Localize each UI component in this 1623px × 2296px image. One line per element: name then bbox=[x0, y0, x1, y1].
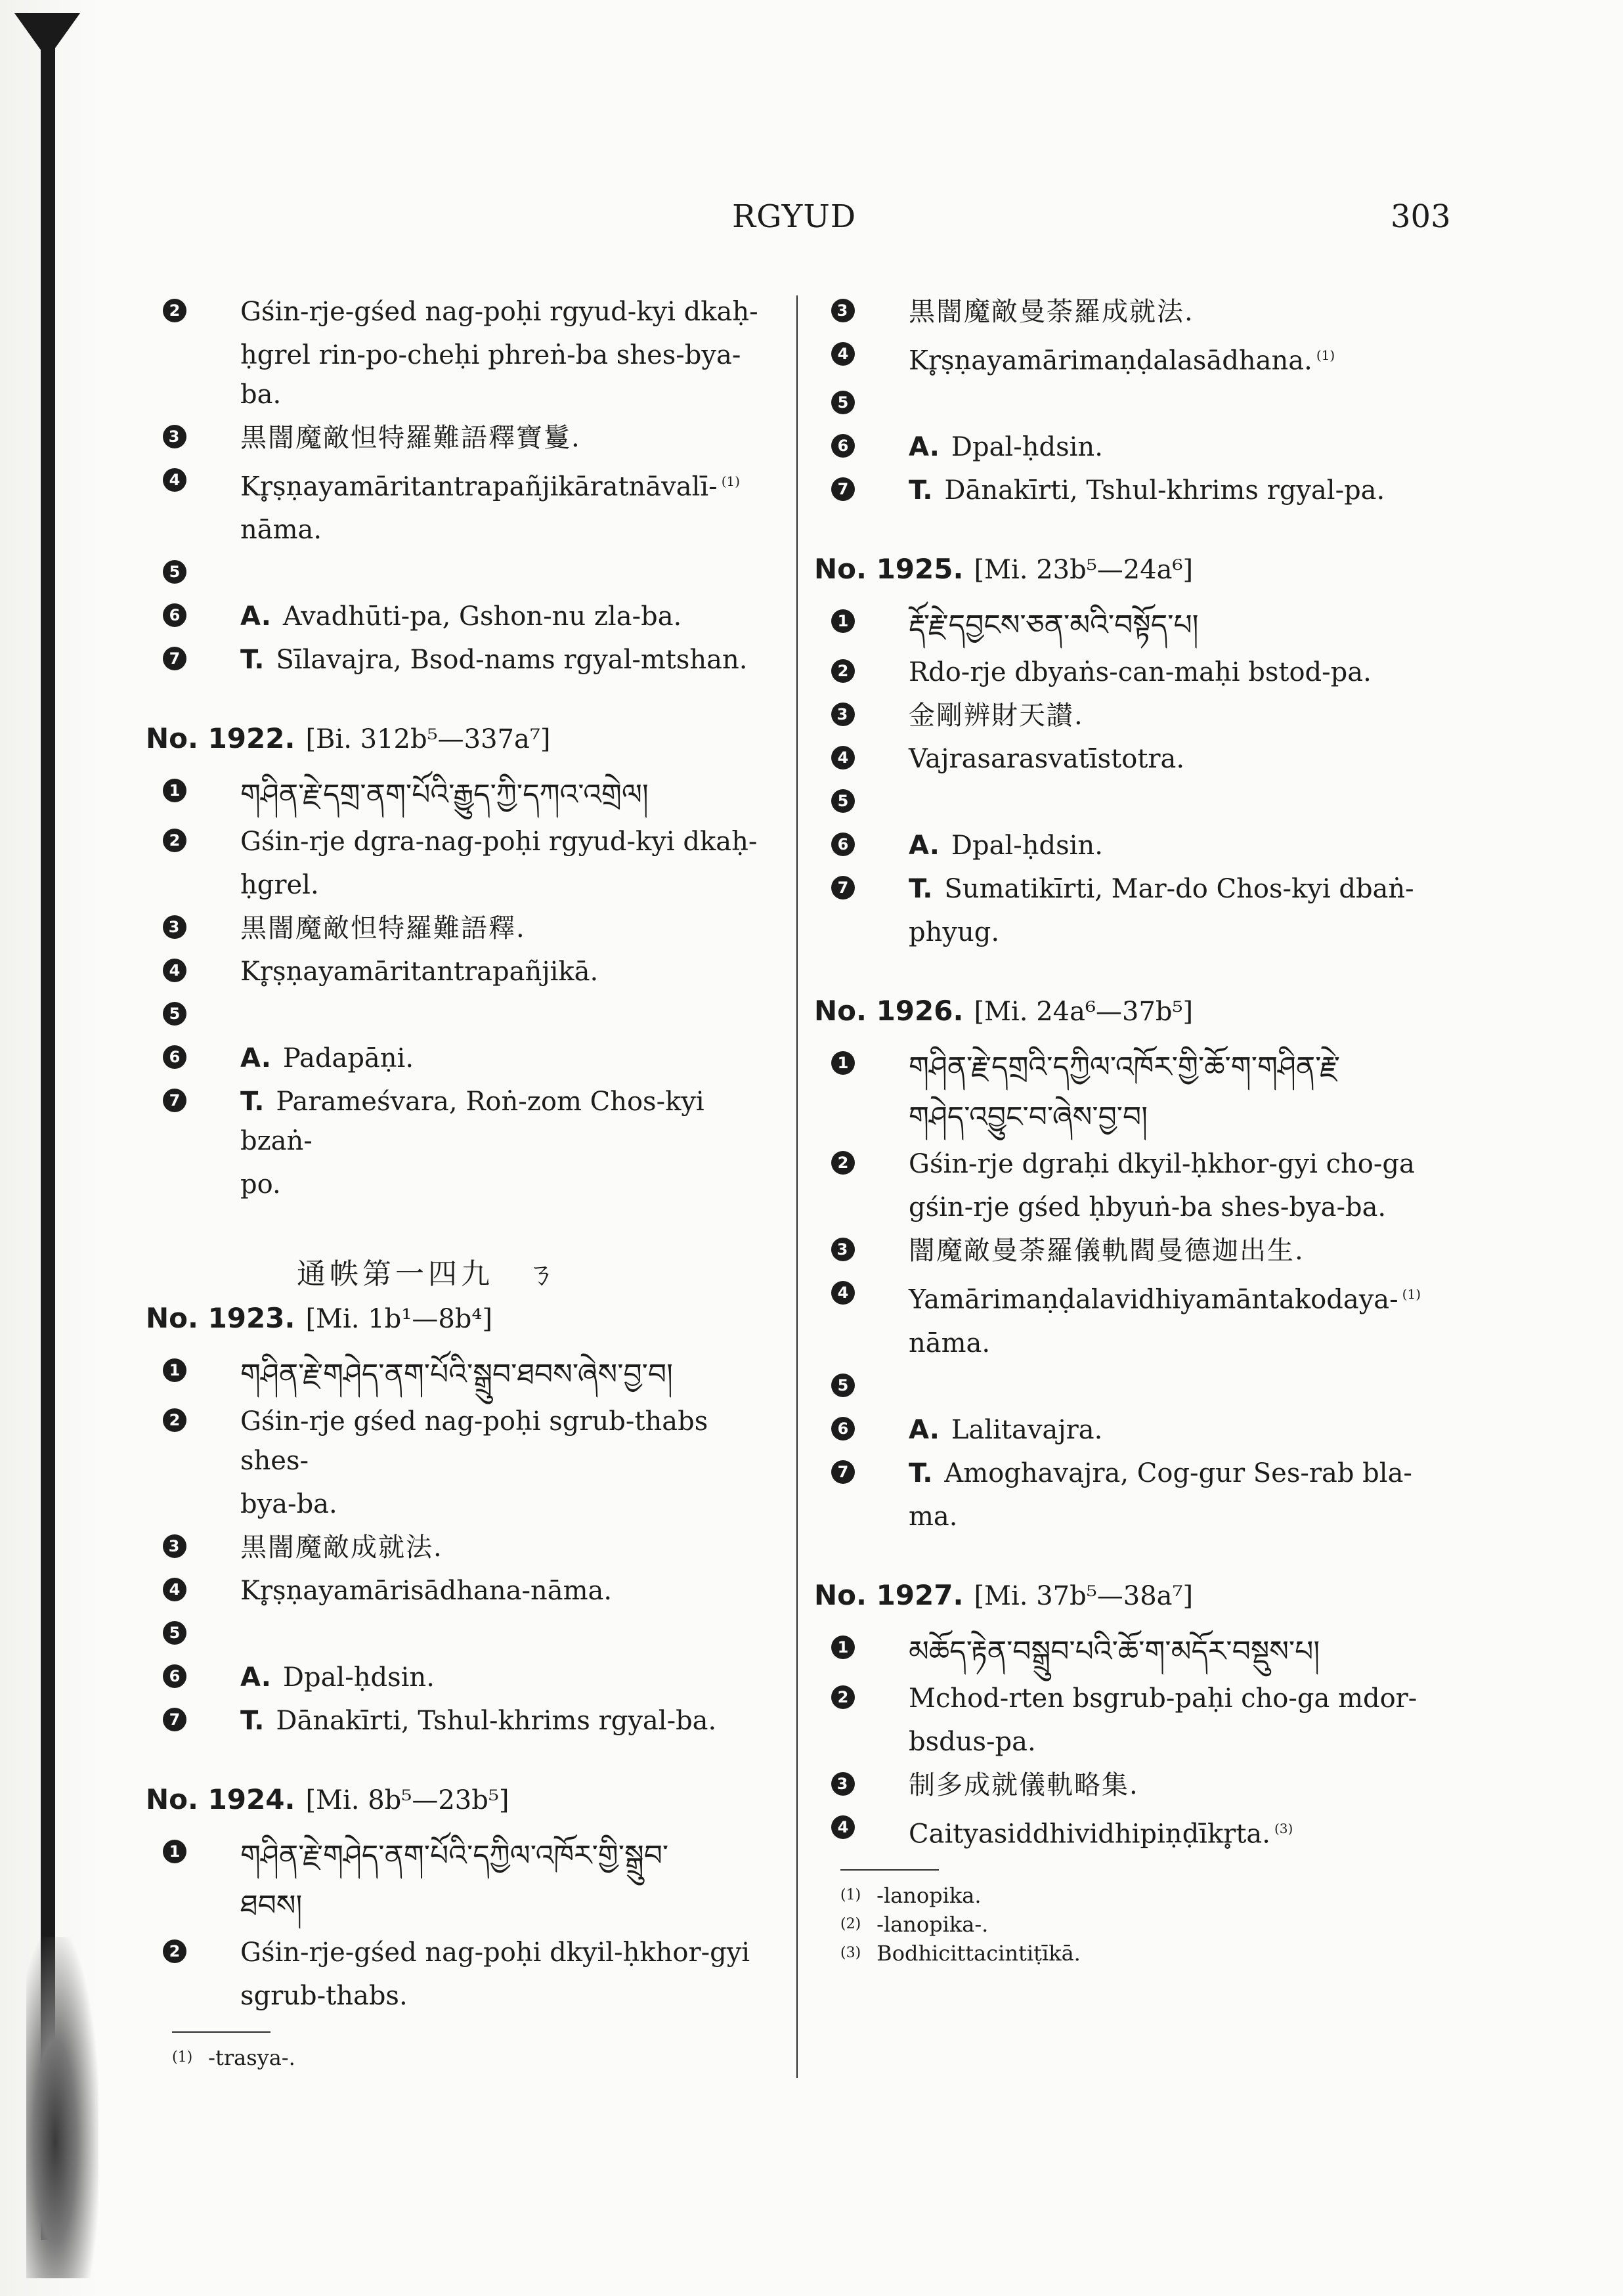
entry-line: 1 གཤིན་རྗེ་གཤེད་ནག་པོའི་དཀྱིལ་འཁོར་གྱི་སྒྲུབ་ bbox=[146, 1833, 779, 1879]
footnote: $^{(1)}$ -lanopika. bbox=[840, 1882, 982, 1908]
marker-5-icon: 5 bbox=[163, 1002, 186, 1026]
entry-line: 6 A. Padapāṇi. bbox=[146, 1039, 779, 1078]
entry-line: 7 T. Parameśvara, Roṅ-zom Chos-kyi bzaṅ- bbox=[146, 1082, 779, 1161]
entry-1924 bbox=[146, 1780, 779, 2016]
entry-heading: No. 1927. [Mi. 37b⁵—38a⁷] bbox=[814, 1578, 1194, 1611]
entry-heading: No. 1923. [Mi. 1b¹—8b⁴] bbox=[146, 1302, 493, 1335]
marker-1-icon: 1 bbox=[163, 1358, 186, 1382]
marker-2-icon: 2 bbox=[163, 1408, 186, 1432]
entry-line: gśin-rje gśed ḥbyuṅ-ba shes-bya-ba. bbox=[909, 1192, 1387, 1223]
entry-line: 4 Kr̥ṣṇayamārimaṇḍalasādhana. $^{(1)}$ bbox=[814, 336, 1471, 380]
right-column bbox=[814, 292, 1471, 1968]
entry-line: 4 Caityasiddhividhipiṇḍīkr̥ta. $^{(3)}$ bbox=[814, 1809, 1471, 1853]
entry-continued bbox=[146, 292, 779, 680]
entry-line: nāma. bbox=[909, 1328, 991, 1358]
marker-1-icon: 1 bbox=[163, 1840, 186, 1863]
entry-line: ḥgrel. bbox=[240, 870, 319, 901]
entry-heading: No. 1925. [Mi. 23b⁵—24a⁶] bbox=[814, 553, 1194, 586]
entry-line: 4 Yamārimaṇḍalavidhiyamāntakodaya- $^{(1)}$ bbox=[814, 1274, 1471, 1319]
entry-line: 6 A. Lalitavajra. bbox=[814, 1410, 1471, 1450]
entry-heading: No. 1926. [Mi. 24a⁶—37b⁵] bbox=[814, 995, 1194, 1028]
marker-1-icon: 1 bbox=[831, 1051, 855, 1075]
entry-line: 7 T. Dānakīrti, Tshul-khrims rgyal-ba. bbox=[146, 1701, 779, 1741]
marker-2-icon: 2 bbox=[831, 659, 855, 683]
marker-3-icon: 3 bbox=[163, 425, 186, 448]
marker-6-icon: 6 bbox=[163, 1045, 186, 1069]
entry-line: 6 A. Dpal-ḥdsin. bbox=[814, 427, 1471, 467]
entry-line: 4 Vajrasarasvatīstotra. bbox=[814, 739, 1471, 779]
entry-heading: No. 1922. [Bi. 312b⁵—337a⁷] bbox=[146, 722, 551, 755]
entry-line: 1 རྡོ་རྗེ་དབྱངས་ཅན་མའི་བསྟོད་པ། bbox=[814, 603, 1471, 649]
marker-2-icon: 2 bbox=[831, 1151, 855, 1175]
binding-bar bbox=[41, 21, 55, 2240]
marker-5-icon: 5 bbox=[163, 1621, 186, 1645]
marker-4-icon: 4 bbox=[831, 746, 855, 769]
marker-4-icon: 4 bbox=[163, 959, 186, 982]
marker-2-icon: 2 bbox=[163, 299, 186, 322]
entry-line: 2 Gśin-rje-gśed nag-poḥi rgyud-kyi dkaḥ- bbox=[146, 292, 779, 332]
entry-line: 4 Kr̥ṣṇayamāritantrapañjikā. bbox=[146, 952, 779, 991]
entry-line: 7 T. Sumatikīrti, Mar-do Chos-kyi dbaṅ- bbox=[814, 869, 1471, 909]
marker-6-icon: 6 bbox=[163, 603, 186, 627]
entry-line: 4 Kr̥ṣṇayamārisādhana-nāma. bbox=[146, 1571, 779, 1611]
footnote: $^{(2)}$ -lanopika-. bbox=[840, 1911, 989, 1937]
marker-6-icon: 6 bbox=[831, 833, 855, 856]
entry-1923 bbox=[146, 1299, 779, 1741]
marker-6-icon: 6 bbox=[831, 1417, 855, 1440]
marker-4-icon: 4 bbox=[831, 1281, 855, 1305]
entry-line: 2 Mchod-rten bsgrub-paḥi cho-ga mdor- bbox=[814, 1679, 1471, 1718]
entry-line: 1 གཤིན་རྗེ་དགྲ་ནག་པོའི་རྒྱུད་ཀྱི་དཀའ་འགྲེལ། bbox=[146, 772, 779, 818]
entry-line: sgrub-thabs. bbox=[240, 1981, 408, 2012]
footnote: $^{(1)}$ -trasya-. bbox=[172, 2045, 295, 2071]
entry-line: 6 A. Dpal-ḥdsin. bbox=[814, 826, 1471, 865]
marker-7-icon: 7 bbox=[831, 477, 855, 501]
marker-7-icon: 7 bbox=[831, 1460, 855, 1484]
note-ref: (1) bbox=[1316, 347, 1335, 363]
marker-3-icon: 3 bbox=[831, 703, 855, 726]
entry-line: 6 A. Dpal-ḥdsin. bbox=[146, 1658, 779, 1697]
note-ref: (3) bbox=[1274, 1820, 1293, 1836]
entry-line: 3 黒闇魔敵成就法. bbox=[146, 1528, 779, 1567]
marker-6-icon: 6 bbox=[163, 1664, 186, 1688]
marker-6-icon: 6 bbox=[831, 434, 855, 458]
marker-2-icon: 2 bbox=[163, 829, 186, 852]
entry-line: 4 Kr̥ṣṇayamāritantrapañjikāratnāvalī- $^{(1)}$ bbox=[146, 462, 779, 506]
note-ref: (1) bbox=[1402, 1286, 1421, 1303]
entry-1922 bbox=[146, 719, 779, 1204]
entry-line: 6 A. Avadhūti-pa, Gshon-nu zla-ba. bbox=[146, 597, 779, 636]
marker-1-icon: 1 bbox=[831, 609, 855, 633]
column-divider bbox=[796, 295, 798, 2078]
marker-7-icon: 7 bbox=[831, 876, 855, 899]
marker-2-icon: 2 bbox=[163, 1939, 186, 1963]
marker-3-icon: 3 bbox=[831, 1772, 855, 1796]
entry-line bbox=[146, 995, 779, 1035]
entry-line: 1 མཆོད་རྟེན་བསྒྲུབ་པའི་ཆོ་ག་མདོར་བསྡུས་པ། bbox=[814, 1629, 1471, 1675]
entry-line: 3 闇魔敵曼荼羅儀軌閻曼德迦出生. bbox=[814, 1231, 1471, 1270]
entry-line: 3 制多成就儀軌略集. bbox=[814, 1765, 1471, 1805]
marker-3-icon: 3 bbox=[163, 915, 186, 939]
footnote: $^{(3)}$ Bodhicittacintiṭīkā. bbox=[840, 1940, 1081, 1966]
entry-line bbox=[814, 384, 1471, 423]
entry-line: 7 T. Amoghavajra, Cog-gur Ses-rab bla- bbox=[814, 1454, 1471, 1493]
entry-1925 bbox=[814, 550, 1471, 952]
marker-3-icon: 3 bbox=[831, 299, 855, 322]
marker-2-icon: 2 bbox=[831, 1685, 855, 1709]
entry-line: phyug. bbox=[909, 917, 1000, 948]
note-ref: (1) bbox=[721, 473, 741, 489]
page-number: 303 bbox=[1391, 198, 1451, 235]
marker-5-icon: 5 bbox=[831, 1374, 855, 1397]
entry-line bbox=[814, 1367, 1471, 1406]
running-header: RGYUD bbox=[732, 198, 857, 235]
marker-1-icon: 1 bbox=[831, 1635, 855, 1659]
entry-heading: No. 1924. [Mi. 8b⁵—23b⁵] bbox=[146, 1783, 509, 1816]
entry-line: 1 གཤིན་རྗེ་དགྲའི་དཀྱིལ་འཁོར་གྱི་ཆོ་ག་གཤིན་རྗེ་ bbox=[814, 1045, 1471, 1091]
entry-line: གཤེད་འབྱུང་བ་ཞེས་བྱ་བ། bbox=[909, 1100, 1148, 1135]
entry-line: ཐབས། bbox=[240, 1889, 303, 1923]
marker-4-icon: 4 bbox=[831, 1815, 855, 1839]
entry-line: 2 Gśin-rje dgra-nag-poḥi rgyud-kyi dkaḥ- bbox=[146, 822, 779, 861]
marker-5-icon: 5 bbox=[831, 391, 855, 414]
footnote-rule bbox=[172, 2031, 270, 2033]
entry-1927 bbox=[814, 1576, 1471, 1853]
left-column bbox=[146, 292, 779, 2072]
scan-smudge bbox=[26, 1937, 98, 2278]
marker-5-icon: 5 bbox=[831, 789, 855, 813]
marker-5-icon: 5 bbox=[163, 560, 186, 584]
footnote-rule bbox=[840, 1869, 939, 1871]
marker-4-icon: 4 bbox=[163, 1578, 186, 1601]
entry-line: 3 黒闇魔敵怛特羅難語釋寶鬘. bbox=[146, 418, 779, 458]
marker-3-icon: 3 bbox=[163, 1534, 186, 1558]
entry-line: 2 Gśin-rje gśed nag-poḥi sgrub-thabs shes- bbox=[146, 1402, 779, 1481]
section-title: 通帙第一四九 ㄋ bbox=[297, 1257, 559, 1291]
entry-line: 2 Rdo-rje dbyaṅs-can-maḥi bstod-pa. bbox=[814, 653, 1471, 692]
entry-line: bsdus-pa. bbox=[909, 1726, 1036, 1757]
marker-7-icon: 7 bbox=[163, 647, 186, 670]
entry-1926 bbox=[814, 991, 1471, 1536]
entry-line: bya-ba. bbox=[240, 1489, 337, 1520]
entry-line: 7 T. Dānakīrti, Tshul-khrims rgyal-pa. bbox=[814, 471, 1471, 510]
entry-line: 2 Gśin-rje-gśed nag-poḥi dkyil-ḥkhor-gyi bbox=[146, 1933, 779, 1972]
marker-4-icon: 4 bbox=[831, 342, 855, 366]
entry-line: 2 Gśin-rje dgraḥi dkyil-ḥkhor-gyi cho-ga bbox=[814, 1144, 1471, 1184]
entry-line: 7 T. Sīlavajra, Bsod-nams rgyal-mtshan. bbox=[146, 640, 779, 680]
marker-7-icon: 7 bbox=[163, 1708, 186, 1731]
entry-line: ḥgrel rin-po-cheḥi phreṅ-ba shes-bya-ba. bbox=[240, 340, 741, 410]
marker-7-icon: 7 bbox=[163, 1089, 186, 1112]
entry-line: nāma. bbox=[240, 515, 322, 546]
marker-1-icon: 1 bbox=[163, 779, 186, 802]
entry-line bbox=[146, 1614, 779, 1654]
marker-3-icon: 3 bbox=[831, 1238, 855, 1261]
entry-line bbox=[146, 553, 779, 593]
entry-line: po. bbox=[240, 1169, 281, 1200]
entry-line bbox=[814, 783, 1471, 822]
entry-continued bbox=[814, 292, 1471, 510]
entry-line: 1 གཤིན་རྗེ་གཤེད་ནག་པོའི་སྒྲུབ་ཐབས་ཞེས་བྱ་བ། bbox=[146, 1352, 779, 1398]
entry-line: 3 黒闇魔敵曼荼羅成就法. bbox=[814, 292, 1471, 332]
entry-line: 3 金剛辨財天讃. bbox=[814, 696, 1471, 735]
entry-line: ma. bbox=[909, 1501, 958, 1532]
entry-line: 3 黒闇魔敵怛特羅難語釋. bbox=[146, 909, 779, 948]
marker-4-icon: 4 bbox=[163, 468, 186, 492]
